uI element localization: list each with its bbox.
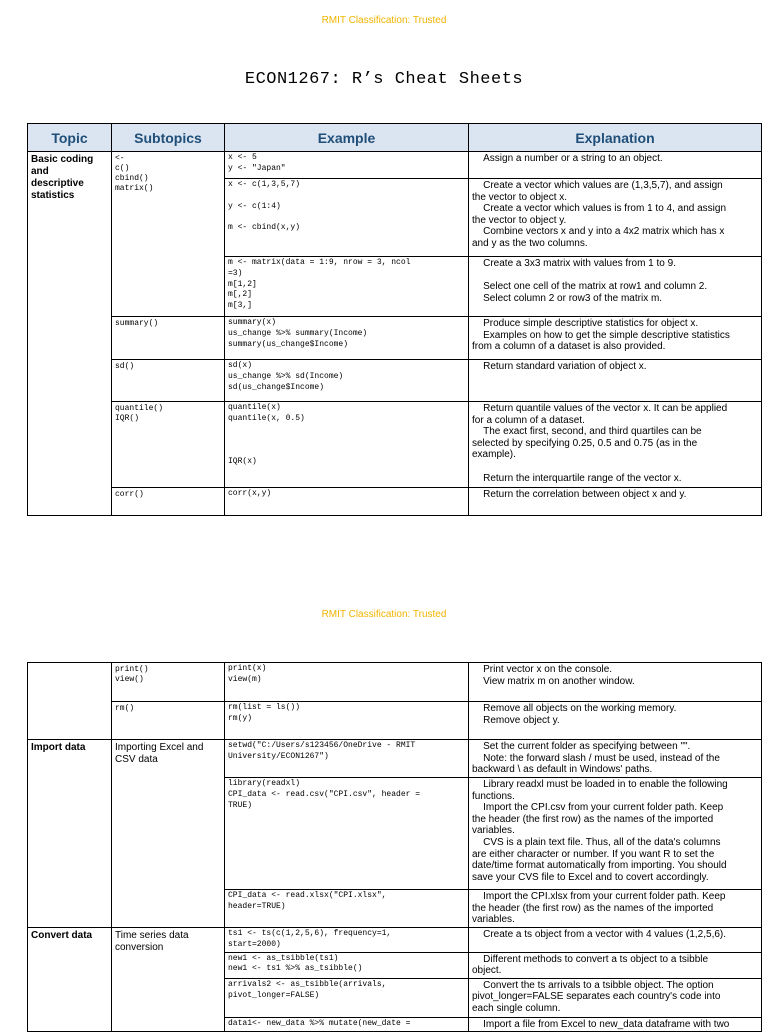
example-cell: x <- 5 y <- "Japan" (225, 152, 469, 179)
example-cell: x <- c(1,3,5,7) y <- c(1:4) m <- cbind(x,y) (225, 179, 469, 257)
table-row (28, 152, 762, 179)
table-row (28, 360, 762, 402)
example-cell: new1 <- as_tsibble(ts1) new1 <- ts1 %>% as_tsibble() (225, 952, 469, 978)
example-cell: arrivals2 <- as_tsibble(arrivals, pivot_longer=FALSE) (225, 978, 469, 1017)
classification-label-top: RMIT Classification: Trusted (321, 15, 447, 26)
example-cell: setwd("C:/Users/s123456/OneDrive - RMIT University/ECON1267") (225, 740, 469, 778)
example-cell: data1<- new_data %>% mutate(new_date = (225, 1017, 469, 1032)
example-cell: CPI_data <- read.xlsx("CPI.xlsx", header=TRUE) (225, 890, 469, 928)
example-cell: quantile(x) quantile(x, 0.5) IQR(x) (225, 402, 469, 488)
example-cell: sd(x) us_change %>% sd(Income) sd(us_change$Income) (225, 360, 469, 402)
explanation-cell: Remove all objects on the working memory. Remove object y. (469, 702, 762, 740)
explanation-cell: Import a file from Excel to new_data dataframe with two (469, 1017, 762, 1032)
explanation-cell: Create a ts object from a vector with 4 values (1,2,5,6). (469, 928, 762, 953)
table-row (28, 488, 762, 516)
explanation-cell: Create a 3x3 matrix with values from 1 to 9. Select one cell of the matrix at row1 and column 2. Select column 2 or row3 of the matrix m. (469, 257, 762, 317)
subtopic-cell: corr() (112, 488, 225, 516)
header-explanation: Explanation (469, 124, 762, 152)
classification-label-page-2: RMIT Classification: Trusted (321, 609, 447, 620)
subtopic-cell: rm() (112, 702, 225, 740)
explanation-cell: Convert the ts arrivals to a tsibble object. The option pivot_longer=FALSE separates each country's code into each single column. (469, 978, 762, 1017)
table-row (28, 663, 762, 702)
subtopic-cell: summary() (112, 317, 225, 360)
table-row (28, 402, 762, 488)
header-subtopics: Subtopics (112, 124, 225, 152)
page-title: ECON1267: R’s Cheat Sheets (244, 70, 524, 89)
header-example: Example (225, 124, 469, 152)
topic-cell: Convert data (28, 928, 112, 1032)
table-row (28, 317, 762, 360)
subtopic-cell: <- c() cbind() matrix() (112, 152, 225, 317)
explanation-cell: Return quantile values of the vector x. It can be applied for a column of a dataset. The exact first, second, and third quartiles can be selected by specifying 0.25, 0.5 and 0.75 (as in the example). Return the interquartile range of the vector x. (469, 402, 762, 488)
subtopic-cell: print() view() (112, 663, 225, 702)
cheat-sheet-table-1 (27, 123, 762, 516)
explanation-cell: Create a vector which values are (1,3,5,7), and assign the vector to object x. Create a vector which values is from 1 to 4, and assign the vector to object y. Combine vectors x and y into a 4x2 matrix which has x and y as the two columns. (469, 179, 762, 257)
table-row (28, 702, 762, 740)
subtopic-cell: Time series data conversion (112, 928, 225, 1032)
explanation-cell: Library readxl must be loaded in to enable the following functions. Import the CPI.csv from your current folder path. Keep the header (the first row) as the names of the imported variables. CVS is a plain text file. Thus, all of the data's columns are either character or number. If you want R to set the date/time format automatically from importing. You should save your CVS file to Excel and to covert accordingly. (469, 778, 762, 890)
example-cell: m <- matrix(data = 1:9, nrow = 3, ncol =3) m[1,2] m[,2] m[3,] (225, 257, 469, 317)
header-topic: Topic (28, 124, 112, 152)
table-row (28, 928, 762, 953)
subtopic-cell: sd() (112, 360, 225, 402)
topic-cell (28, 663, 112, 740)
explanation-cell: Return standard variation of object x. (469, 360, 762, 402)
explanation-cell: Produce simple descriptive statistics for object x. Examples on how to get the simple descriptive statistics from a column of a dataset is also provided. (469, 317, 762, 360)
topic-cell: Basic coding and descriptive statistics (28, 152, 112, 516)
table-header-row (28, 124, 762, 152)
subtopic-cell: Importing Excel and CSV data (112, 740, 225, 928)
cheat-sheet-table-2 (27, 662, 762, 1032)
explanation-cell: Print vector x on the console. View matrix m on another window. (469, 663, 762, 702)
table-row (28, 740, 762, 778)
example-cell: corr(x,y) (225, 488, 469, 516)
explanation-cell: Set the current folder as specifying between "". Note: the forward slash / must be used, instead of the backward \ as default in Windows' paths. (469, 740, 762, 778)
explanation-cell: Import the CPI.xlsx from your current folder path. Keep the header (the first row) as the names of the imported variables. (469, 890, 762, 928)
topic-cell: Import data (28, 740, 112, 928)
example-cell: rm(list = ls()) rm(y) (225, 702, 469, 740)
example-cell: library(readxl) CPI_data <- read.csv("CPI.csv", header = TRUE) (225, 778, 469, 890)
explanation-cell: Assign a number or a string to an object. (469, 152, 762, 179)
example-cell: summary(x) us_change %>% summary(Income) summary(us_change$Income) (225, 317, 469, 360)
explanation-cell: Different methods to convert a ts object to a tsibble object. (469, 952, 762, 978)
subtopic-cell: quantile() IQR() (112, 402, 225, 488)
explanation-cell: Return the correlation between object x and y. (469, 488, 762, 516)
example-cell: ts1 <- ts(c(1,2,5,6), frequency=1, start=2000) (225, 928, 469, 953)
example-cell: print(x) view(m) (225, 663, 469, 702)
